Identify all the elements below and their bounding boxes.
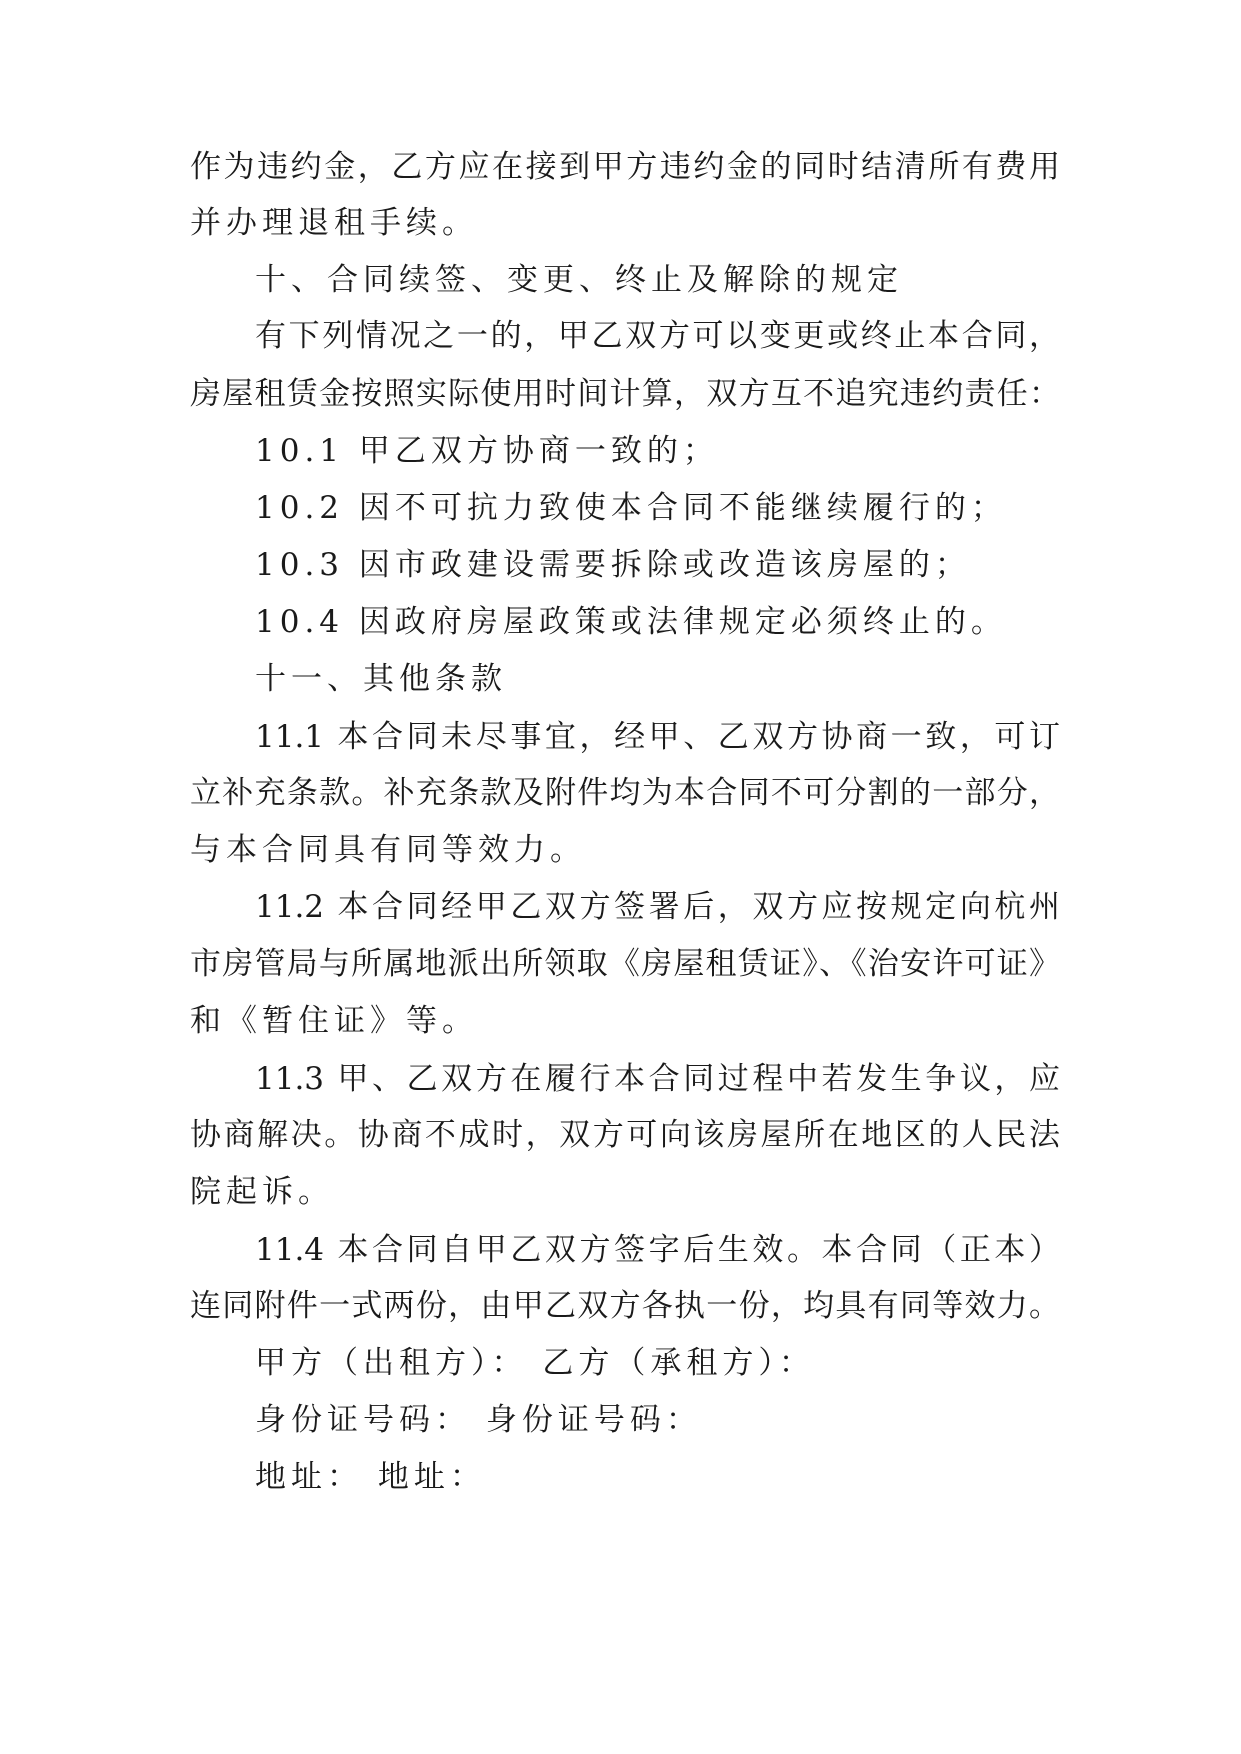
clause-item: 10.1 甲乙双方协商一致的；	[255, 433, 719, 469]
text-line: 11.2 本合同经甲乙双方签署后，双方应按规定向杭州	[255, 889, 1060, 925]
text-line: 11.1 本合同未尽事宜，经甲、乙双方协商一致，可订	[255, 719, 1060, 755]
text-line: 并办理退租手续。	[190, 205, 478, 241]
text-line: 市房管局与所属地派出所领取《房屋租赁证》、《治安许可证》	[190, 946, 1060, 982]
text-line: 房屋租赁金按照实际使用时间计算，双方互不追究违约责任：	[190, 376, 1060, 412]
text-line: 协商解决。协商不成时，双方可向该房屋所在地区的人民法	[190, 1117, 1060, 1153]
signature-party-line: 甲方（出租方）： 乙方（承租方）：	[255, 1345, 815, 1381]
text-line: 立补充条款。补充条款及附件均为本合同不可分割的一部分，	[190, 775, 1060, 811]
text-line: 院起诉。	[190, 1174, 334, 1210]
text-line: 11.3 甲、乙双方在履行本合同过程中若发生争议，应	[255, 1061, 1060, 1097]
signature-address-line: 地址： 地址：	[255, 1459, 486, 1495]
text-line: 连同附件一式两份，由甲乙双方各执一份，均具有同等效力。	[190, 1288, 1060, 1324]
clause-item: 10.3 因市政建设需要拆除或改造该房屋的；	[255, 547, 971, 583]
clause-item: 10.2 因不可抗力致使本合同不能继续履行的；	[255, 490, 1007, 526]
section-heading: 十、合同续签、变更、终止及解除的规定	[255, 262, 903, 298]
clause-item: 10.4 因政府房屋政策或法律规定必须终止的。	[255, 604, 1007, 640]
text-line: 11.4 本合同自甲乙双方签字后生效。本合同（正本）	[255, 1232, 1060, 1268]
text-line: 和《暂住证》等。	[190, 1003, 478, 1039]
text-line: 作为违约金，乙方应在接到甲方违约金的同时结清所有费用	[190, 149, 1060, 185]
text-line: 有下列情况之一的，甲乙双方可以变更或终止本合同，	[255, 318, 1060, 354]
section-heading: 十一、其他条款	[255, 661, 507, 697]
signature-id-line: 身份证号码： 身份证号码：	[255, 1402, 702, 1438]
text-line: 与本合同具有同等效力。	[190, 832, 586, 868]
